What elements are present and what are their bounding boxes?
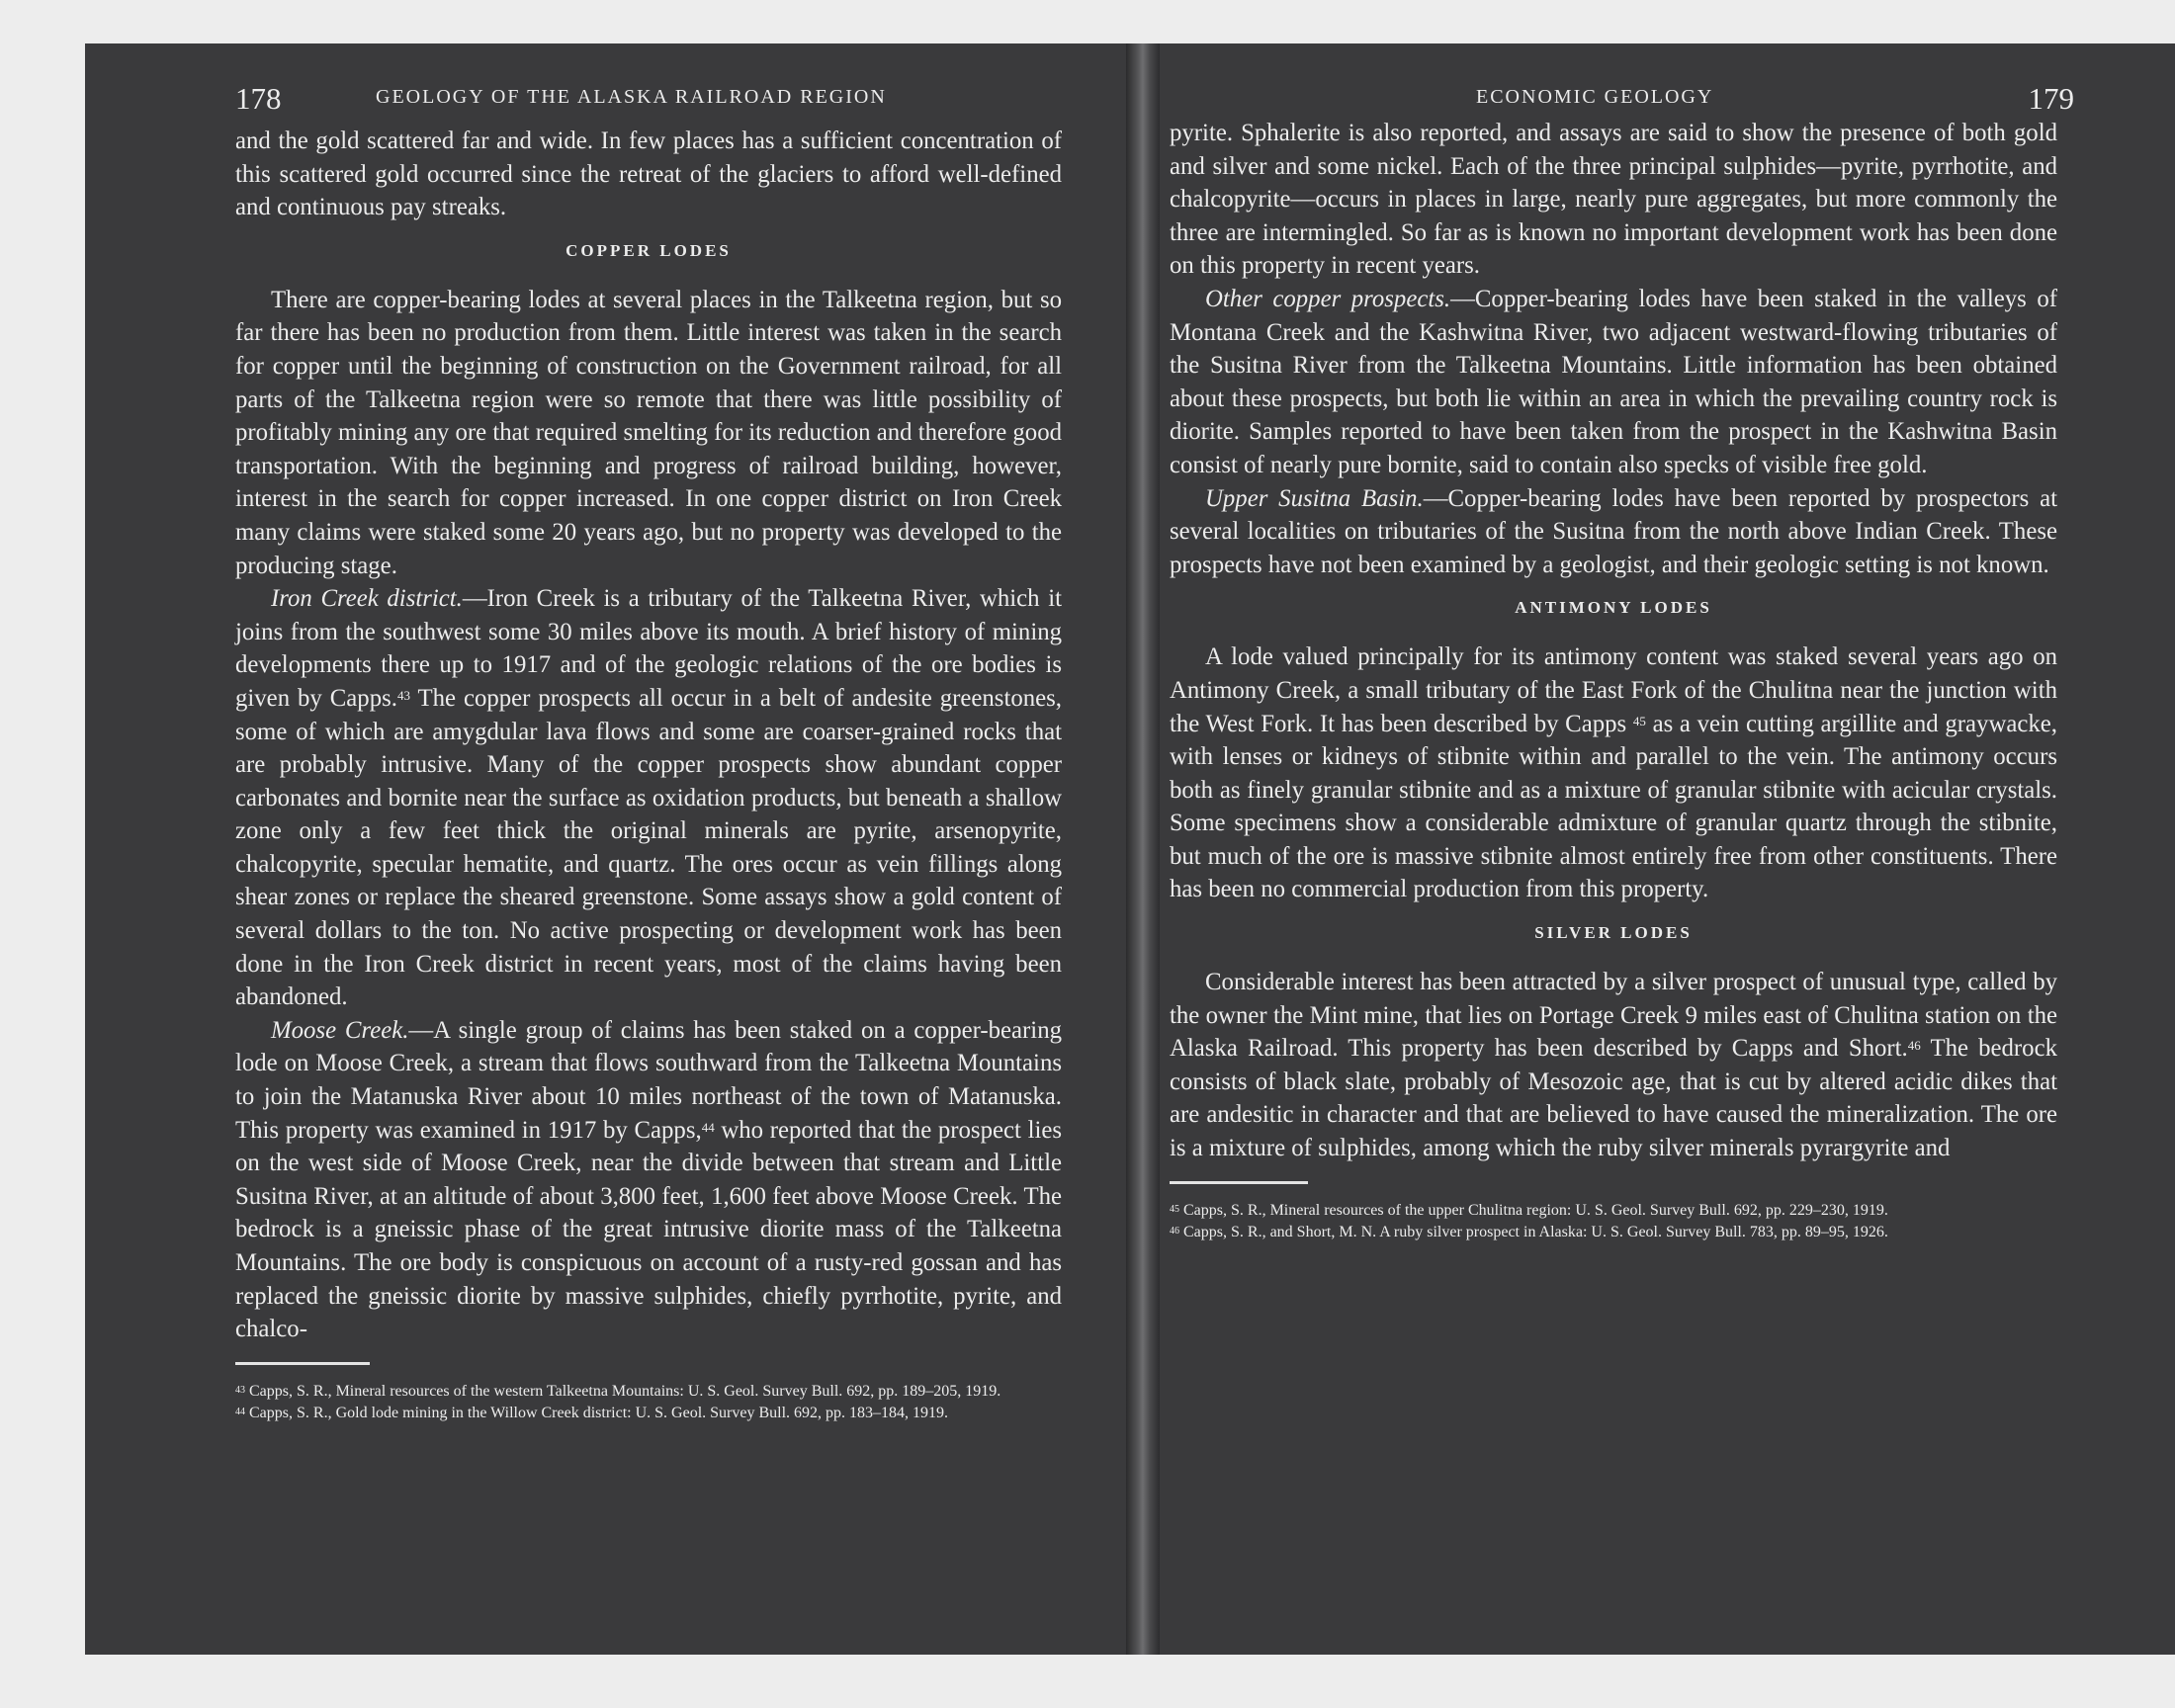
book-gutter — [1126, 43, 1160, 1655]
left-page — [85, 43, 1126, 1655]
footnote-divider — [235, 1362, 370, 1365]
footnote-number: 43 — [235, 1384, 245, 1396]
silver-text-cont: The bedrock consists of black slate, probably of Mesozoic age, that is cut by altered acidic dikes that are andesitic in character and that are believed to have caused the mineralization. The ore is a mixture of sulphides, among which the ruby silver minerals pyrargyrite and — [1170, 1035, 2057, 1162]
footnotes — [235, 1381, 1062, 1424]
right-page-body — [1170, 117, 2057, 1243]
silver-text: Considerable interest has been attracted by a silver prospect of unusual type, called by the owner the Mint mine, that lies on Portage Creek 9 miles east of Chulitna station on the Alaska Railroad. This property has been described by Capps and Short. — [1170, 969, 2057, 1063]
upper-susitna-title: Upper Susitna Basin. — [1205, 484, 1424, 512]
footnote-text: Capps, S. R., and Short, M. N. A ruby silver prospect in Alaska: U. S. Geol. Survey Bull. 783, pp. 89–95, 1926. — [1183, 1223, 1888, 1240]
iron-creek-title: Iron Creek district. — [271, 585, 463, 613]
footnote-reference: 45 — [1632, 713, 1646, 728]
moose-creek-title: Moose Creek. — [271, 1016, 409, 1044]
silver-paragraph — [1170, 966, 2057, 1165]
footnote — [1170, 1200, 2057, 1222]
section-heading-copper-lodes: COPPER LODES — [566, 240, 732, 260]
footnote-reference: 44 — [701, 1119, 715, 1135]
opening-paragraph: pyrite. Sphalerite is also reported, and assays are said to show the presence of both gold and silver and some nickel. Each of the three principal sulphides—pyrite, pyrrhotite, and chalcopyrite—occurs in places in large, nearly pure aggregates, but more commonly the three are intermingled. So far as is known no important development work has been done on this property in recent years. — [1170, 120, 2057, 280]
other-copper-paragraph — [1170, 283, 2057, 482]
antimony-text-cont: as a vein cutting argillite and graywacke, with lenses or kidneys of stibnite within and parallel to the vein. The antimony occurs both as finely granular stibnite and as a mixture of granular stibnite with acicular crystals. Some specimens show a considerable admixture of granular quartz through the stibnite, but much of the ore is massive stibnite almost entirely free from other constituents. There has been no commercial production from this property. — [1170, 710, 2057, 903]
page-number: 178 — [235, 81, 282, 116]
opening-paragraph: and the gold scattered far and wide. In few places has a sufficient concentration of this scattered gold occurred since the retreat of the glaciers to afford well-defined and continuous pay streaks. — [235, 128, 1062, 221]
footnote — [1170, 1222, 2057, 1243]
upper-susitna-text: —Copper-bearing lodes have been reported by prospectors at several localities on tributaries of the Susitna from the north above Indian Creek. These prospects have not been examined by a geologist, and their geologic setting is not known. — [1170, 484, 2057, 578]
section-heading-antimony-lodes: ANTIMONY LODES — [1515, 598, 1712, 618]
running-title: ECONOMIC GEOLOGY — [1476, 86, 1714, 108]
footnote-divider — [1170, 1181, 1308, 1184]
footnote-text: Capps, S. R., Mineral resources of the upper Chulitna region: U. S. Geol. Survey Bull. 692, pp. 229–230, 1919. — [1183, 1201, 1888, 1219]
other-copper-title: Other copper prospects. — [1205, 285, 1451, 312]
section-heading-silver-lodes: SILVER LODES — [1534, 923, 1693, 943]
footnote-number: 45 — [1170, 1203, 1179, 1215]
right-page-header — [1170, 81, 2074, 121]
left-page-header — [235, 81, 1041, 121]
footnote-number: 46 — [1170, 1225, 1179, 1237]
moose-creek-text: —A single group of claims has been staked on a copper-bearing lode on Moose Creek, a stream that flows southward from the Talkeetna Mountains to join the Matanuska River about 10 miles northeast of the town of Matanuska. This property was examined in 1917 by Capps, — [235, 1016, 1062, 1144]
footnotes — [1170, 1200, 2057, 1243]
footnote — [235, 1381, 1062, 1403]
iron-creek-text: —Iron Creek is a tributary of the Talkeetna River, which it joins from the southwest some 30 miles above its mouth. A brief history of mining developments there up to 1917 and of the geologic relations of the ore bodies is given by Capps. — [235, 585, 1062, 712]
moose-creek-paragraph — [235, 1014, 1062, 1346]
footnote-reference: 46 — [1907, 1038, 1921, 1054]
iron-creek-text-cont: The copper prospects all occur in a belt of andesite greenstones, some of which are amygdular lava flows and some are coarser-grained rocks that are probably intrusive. Many of the copper prospects show abundant copper carbonates and bornite near the surface as oxidation products, but beneath a shallow zone only a few feet thick the original minerals are pyrite, arsenopyrite, chalcopyrite, specular hematite, and quartz. The ores occur as vein fillings along shear zones or replace the sheared greenstone. Some assays show a gold content of several dollars to the ton. No active prospecting or development work has been done in the Iron Creek district in recent years, most of the claims having been abandoned. — [235, 684, 1062, 1011]
left-page-body — [235, 125, 1062, 1424]
right-page — [1160, 43, 2175, 1655]
page-number: 179 — [2028, 81, 2074, 116]
running-title: GEOLOGY OF THE ALASKA RAILROAD REGION — [376, 86, 887, 108]
footnote-text: Capps, S. R., Gold lode mining in the Willow Creek district: U. S. Geol. Survey Bull. 692, pp. 183–184, 1919. — [249, 1404, 949, 1421]
upper-susitna-paragraph — [1170, 482, 2057, 582]
footnote — [235, 1403, 1062, 1424]
iron-creek-paragraph — [235, 582, 1062, 1014]
antimony-paragraph — [1170, 640, 2057, 906]
antimony-text: A lode valued principally for its antimony content was staked several years ago on Antimony Creek, a small tributary of the East Fork of the Chulitna near the junction with the West Fork. It has been described by Capps — [1170, 643, 2057, 737]
other-copper-text: —Copper-bearing lodes have been staked in the valleys of Montana Creek and the Kashwitna River, two adjacent westward-flowing tributaries of the Susitna River from the Talkeetna Mountains. Little information has been obtained about these prospects, but both lie within an area in which the prevailing country rock is diorite. Samples reported to have been taken from the prospect in the Kashwitna Basin consist of nearly pure bornite, said to contain also specks of visible free gold. — [1170, 285, 2057, 478]
footnote-text: Capps, S. R., Mineral resources of the western Talkeetna Mountains: U. S. Geol. Survey Bull. 692, pp. 189–205, 1919. — [249, 1382, 1001, 1400]
copper-intro-paragraph: There are copper-bearing lodes at several places in the Talkeetna region, but so far there has been no production from them. Little interest was taken in the search for copper until the beginning of construction on the Government railroad, for all parts of the Talkeetna region were so remote that there was little possibility of profitably mining any ore that required smelting for its reduction and therefore good transportation. With the beginning and progress of railroad building, however, interest in the search for copper increased. In one copper district on Iron Creek many claims were staked some 20 years ago, but no property was developed to the producing stage. — [235, 286, 1062, 579]
footnote-number: 44 — [235, 1406, 245, 1417]
footnote-reference: 43 — [396, 687, 410, 703]
moose-creek-text-cont: who reported that the prospect lies on the west side of Moose Creek, near the divide between that stream and Little Susitna River, at an altitude of about 3,800 feet, 1,600 feet above Moose Creek. The bedrock is a gneissic phase of the great intrusive diorite mass of the Talkeetna Mountains. The ore body is conspicuous on account of a rusty-red gossan and has replaced the gneissic diorite by massive sulphides, chiefly pyrrhotite, pyrite, and chalco- — [235, 1116, 1062, 1343]
